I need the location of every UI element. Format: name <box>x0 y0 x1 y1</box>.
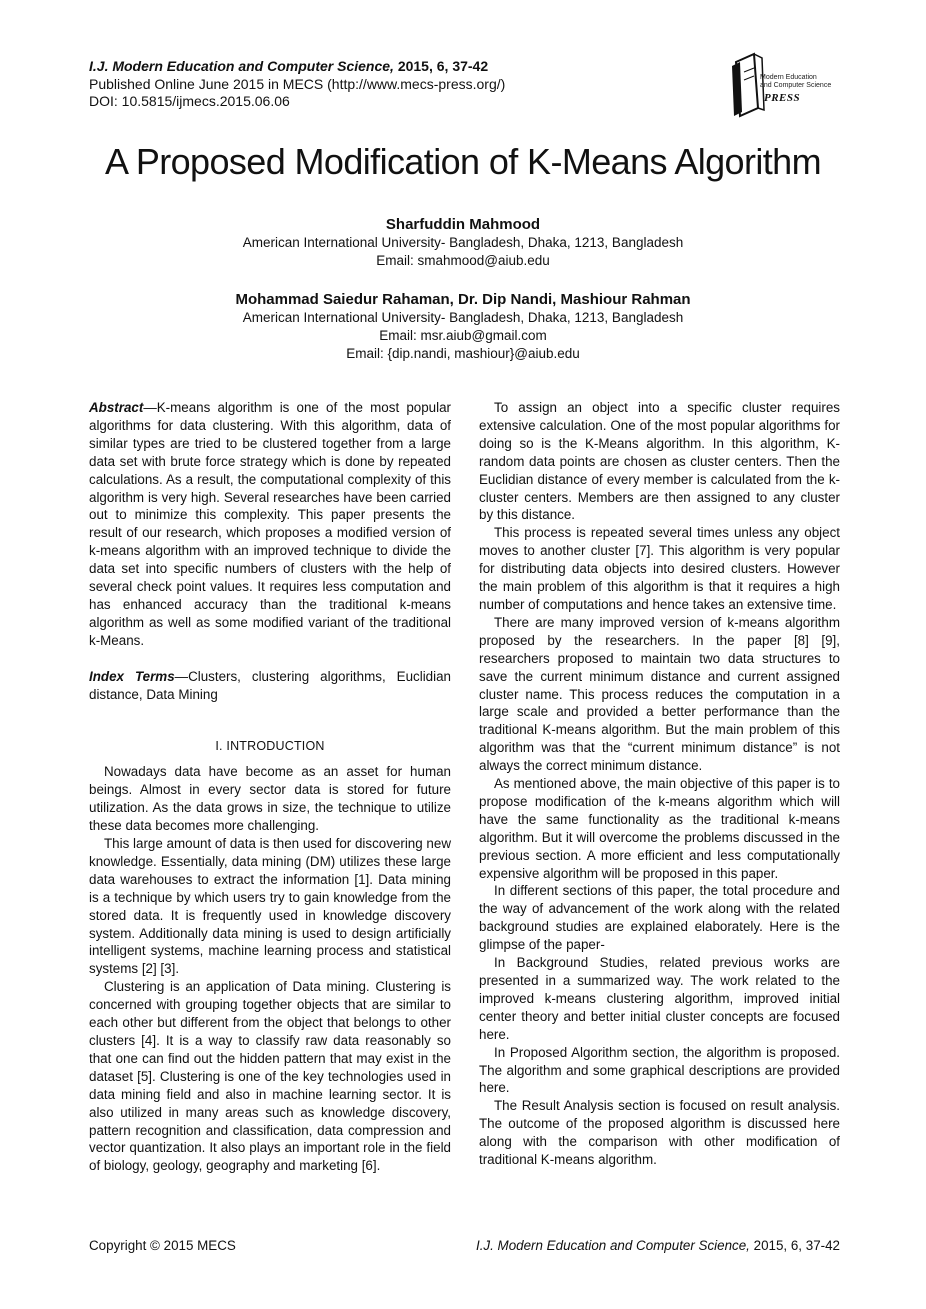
body-paragraph: To assign an object into a specific cluster requires extensive calculation. One of the most popular algorithms for doing so is the K-Means algorithm. In this algorithm, K-random data points are chosen as cluster centers. Then the Euclidian distance of every member is calculated from the k-cluster centers. Members are then assigned to any cluster by this distance. <box>479 400 840 523</box>
footer-journal-name: I.J. Modern Education and Computer Science, <box>475 1238 750 1253</box>
author-email: Email: {dip.nandi, mashiour}@aiub.edu <box>346 346 580 361</box>
abstract-label: Abstract <box>89 400 144 415</box>
right-column <box>479 399 840 1169</box>
section-heading: I. INTRODUCTION <box>215 738 325 753</box>
body-paragraph: There are many improved version of k-means algorithm proposed by the researchers. In the paper [8] [9], researchers proposed to maintain two data structures to save the current minimum distance and current assigned cluster name. This process reduces the computation in a large scale and provided a better performance than the traditional K-means algorithm. But the main problem of this algorithm was that the “current minimum distance” is not always the correct minimum distance. <box>479 614 840 774</box>
body-paragraph: Clustering is an application of Data mining. Clustering is concerned with grouping together objects that are similar to each other but different from the object that belongs to other clusters [4]. It is a way to classify raw data reasonably so that one can find out the hidden pattern that may exist in the dataset [5]. Clustering is one of the key technologies used in data mining field and also in machine learning sector. It is also utilized in many areas such as knowledge discovery, pattern recognition and classification, data compression and vector quantization. It also plays an important role in the field of biology, geology, geography and marketing [6]. <box>89 979 451 1174</box>
index-terms-text: —Clusters, clustering algorithms, Euclidian distance, Data Mining <box>89 668 452 702</box>
logo-line-1: Modern Education <box>760 74 817 81</box>
journal-header <box>89 58 505 111</box>
body-paragraph: In Proposed Algorithm section, the algorithm is proposed. The algorithm and some graphical descriptions are provided here. <box>479 1044 840 1096</box>
author-email: Email: msr.aiub@gmail.com <box>379 328 547 343</box>
author-name: Sharfuddin Mahmood <box>385 216 541 233</box>
author-affiliation: American International University- Bangladesh, Dhaka, 1213, Bangladesh <box>242 310 684 325</box>
author-block-1 <box>0 215 926 270</box>
body-paragraph: In different sections of this paper, the total procedure and the way of advancement of the work along with the related background studies are explained elaborately. Here is the glimpse of the paper- <box>479 883 840 953</box>
logo-text <box>760 74 840 89</box>
abstract <box>89 399 451 650</box>
journal-citation <box>89 58 505 76</box>
logo-line-2: and Computer Science <box>760 81 832 89</box>
paper-title: A Proposed Modification of K-Means Algorithm <box>105 141 821 182</box>
body-paragraph: This large amount of data is then used for discovering new knowledge. Essentially, data mining (DM) utilizes these large data warehouses to extract the information [1]. Data mining is a technique by which users try to gain knowledge from the stored data. It is frequently used in knowledge discovery system. Additionally data mining is used to design artificially intelligent systems, machine learning process and statistical systems [2] [3]. <box>89 836 451 977</box>
footer-copyright: Copyright © 2015 MECS <box>89 1238 236 1253</box>
journal-name: I.J. Modern Education and Computer Science, <box>89 58 394 74</box>
body-paragraph: This process is repeated several times unless any object moves to another cluster [7]. This algorithm is very popular for distributing data objects into desired clusters. However the main problem of this algorithm is that it requires a high number of computations and hence takes an extensive time. <box>479 525 840 612</box>
body-paragraph: Nowadays data have become as an asset for human beings. Almost in every sector data is stored for future utilization. As the data grows in size, the technique to utilize these data becomes more challenging. <box>89 764 451 834</box>
author-block-2 <box>0 290 926 363</box>
logo-press-label: PRESS <box>764 92 801 104</box>
footer-journal <box>476 1238 840 1254</box>
journal-issue: 2015, 6, 37-42 <box>393 58 489 74</box>
body-paragraph: As mentioned above, the main objective of this paper is to propose modification of the k-means algorithm which will have the same functionality as the traditional k-means algorithm. But it will overcome the problems discussed in the previous section. A more efficient and less computationally expensive algorithm will be proposed in this paper. <box>479 776 840 881</box>
body-paragraph: The Result Analysis section is focused on result analysis. The outcome of the proposed algorithm is discussed here along with the comparison with other modification of traditional K-means algorithm. <box>479 1098 840 1168</box>
left-column <box>89 399 451 1175</box>
published-line: Published Online June 2015 in MECS (http://www.mecs-press.org/) <box>89 75 506 92</box>
index-terms-label: Index Terms <box>89 668 175 684</box>
body-paragraph: In Background Studies, related previous works are presented in a summarized way. The work related to the improved k-means clustering algorithm, improved initial center theory and better initial cluster concepts are focused here. <box>479 955 840 1042</box>
doi-line: DOI: 10.5815/ijmecs.2015.06.06 <box>89 93 290 109</box>
author-affiliation: American International University- Bangladesh, Dhaka, 1213, Bangladesh <box>242 235 684 250</box>
footer-journal-issue: 2015, 6, 37-42 <box>749 1238 840 1253</box>
author-email: Email: smahmood@aiub.edu <box>376 253 550 268</box>
author-name: Mohammad Saiedur Rahaman, Dr. Dip Nandi, Mashiour Rahman <box>235 291 691 308</box>
abstract-text: —K-means algorithm is one of the most popular algorithms for data clustering. With this algorithm, data of similar types are tried to be clustered together from a large data set with brute force strategy which is done by repeated calculations. As a result, the computational complexity of this algorithm is very high. Several researches have been carried out to minimize this complexity. This paper presents the result of our research, which proposes a modified version of k-means algorithm with an improved technique to divide the data set into specific numbers of clusters with the help of several check point values. It requires less computation and has enhanced accuracy than the traditional k-means algorithm as well as some modified variant of the traditional k-Means. <box>89 400 451 648</box>
index-terms <box>89 668 451 704</box>
